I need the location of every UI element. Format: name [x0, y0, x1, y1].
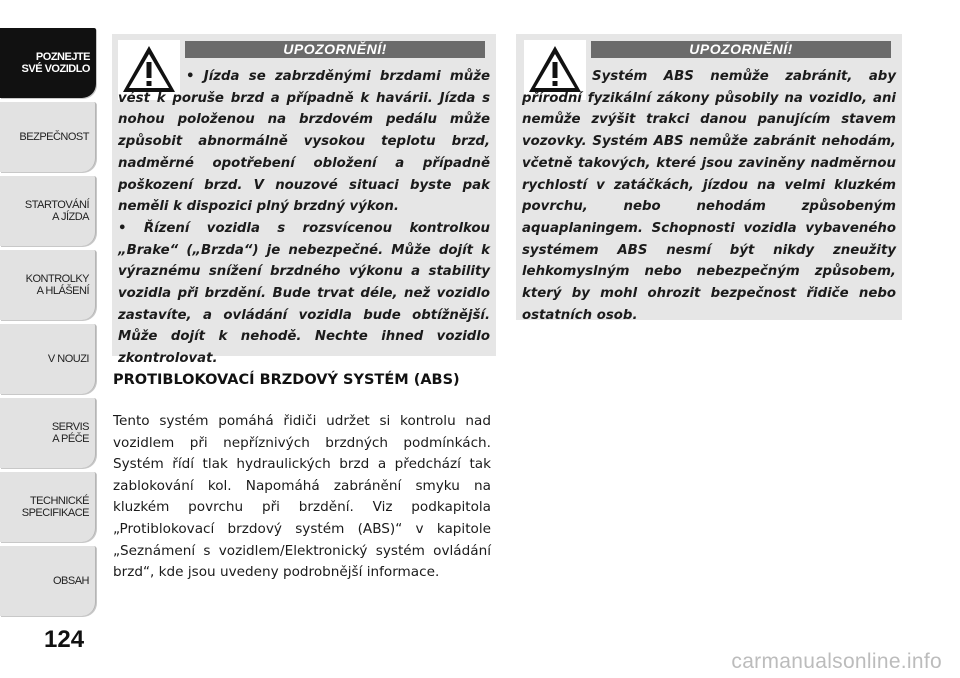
tab-label: KONTROLKY A HLÁŠENÍ	[25, 273, 89, 297]
warning-paragraph-abs: Systém ABS nemůže zabránit, aby přírodní fyzikální zákony působily na vozidlo, ani nemůže zvýšit trakci danou panujícím stavem vozovky. Systém ABS nemůže zabránit nehodám, včetně takových, které jsou zaviněny nadměrnou rychlostí v zatáčkách, jízdou na velmi kluzkém povrchu, nebo nehodám způsobeným aquaplaningem. Schopnosti vozidla vybaveného systémem ABS nesmí být nikdy zneužity lehkomyslným nebo nebezpečným způsobem, který by mohl ohrozit bezpečnost řidiče nebo ostatních osob.	[522, 69, 896, 323]
tab-poznejte-sve-vozidlo[interactable]	[0, 28, 96, 98]
tab-label: TECHNICKÉ SPECIFIKACE	[21, 495, 89, 519]
warning-text-abs	[522, 66, 896, 326]
warning-title: UPOZORNĚNÍ!	[185, 41, 485, 58]
tab-label: STARTOVÁNÍ A JÍZDA	[24, 199, 89, 223]
tab-label: SERVIS A PÉČE	[51, 421, 89, 445]
tab-obsah[interactable]	[0, 546, 96, 616]
watermark: carmanualsonline.info	[731, 650, 942, 673]
tab-startovani[interactable]	[0, 176, 96, 246]
tab-v-nouzi[interactable]	[0, 324, 96, 394]
tab-kontrolky[interactable]	[0, 250, 96, 320]
section-heading-abs: PROTIBLOKOVACÍ BRZDOVÝ SYSTÉM (ABS)	[113, 372, 460, 388]
page-number: 124	[44, 626, 85, 653]
tab-label: BEZPEČNOST	[19, 131, 89, 143]
tab-technicke-specifikace[interactable]	[0, 472, 96, 542]
tab-bezpecnost[interactable]	[0, 102, 96, 172]
tab-label: OBSAH	[52, 575, 89, 587]
tab-label: V NOUZI	[47, 353, 89, 365]
tab-label: POZNEJTE SVÉ VOZIDLO	[21, 51, 90, 75]
warning-title: UPOZORNĚNÍ!	[591, 41, 891, 58]
tab-servis[interactable]	[0, 398, 96, 468]
warning-box-abs	[516, 34, 902, 323]
warning-box-brakes	[112, 34, 496, 367]
warning-paragraph-1: • Jízda se zabrzděnými brzdami může vést k poruše brzd a případně k havárii. Jízda s nohou položenou na brzdovém pedálu může způsobit abnormálně vysokou teplotu brzd, nadměrné opotřebení obložení a případně poškození brzd. V nouzové situaci byste pak neměli k dispozici plný brzdný výkon.	[118, 69, 490, 215]
warning-text-brakes	[118, 66, 490, 370]
section-body-abs: Tento systém pomáhá řidiči udržet si kontrolu nad vozidlem při nepříznivých brzdných podmínkách. Systém řídí tlak hydraulických brzd a předchází tak zablokování kol. Napomáhá zabránění smyku na kluzkém povrchu při brzdění. Viz podkapitola „Protiblokovací brzdový systém (ABS)“ v kapitole „Seznámení s vozidlem/Elektronický systém ovládání brzd“, kde jsou uvedeny podrobnější informace.	[113, 413, 491, 581]
warning-paragraph-2: • Řízení vozidla s rozsvícenou kontrolkou „Brake“ („Brzda“) je nebezpečné. Může dojít k výraznému snížení brzdného výkonu a stability vozidla při brzdění. Bude trvat déle, než vozidlo zastavíte, a ovládání vozidla bude obtížnější. Může dojít k nehodě. Nechte ihned vozidlo zkontrolovat.	[118, 220, 490, 367]
